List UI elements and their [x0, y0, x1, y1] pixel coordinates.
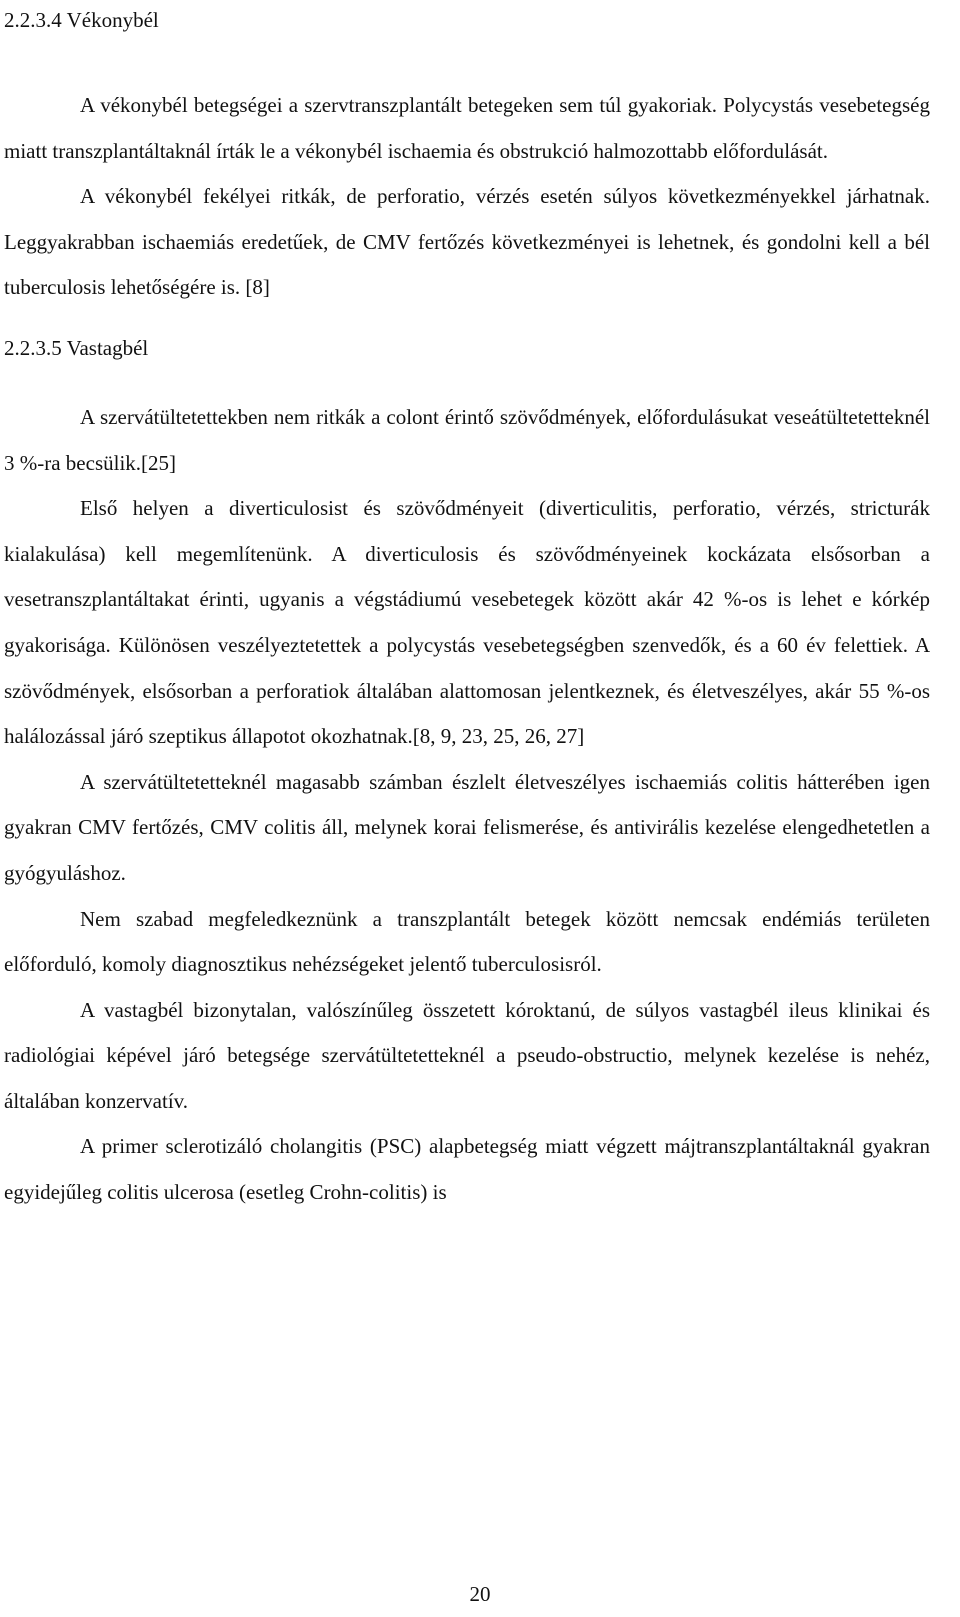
section-heading-vekonybel: 2.2.3.4 Vékonybél — [4, 8, 159, 32]
paragraph: A primer sclerotizáló cholangitis (PSC) alapbetegség miatt végzett májtranszplantáltaknál gyakran egyidejűleg colitis ulcerosa (esetleg Crohn-colitis) is — [4, 1134, 930, 1205]
paragraph: A szervátültetetteknél magasabb számban észlelt életveszélyes ischaemiás colitis hátterében igen gyakran CMV fertőzés, CMV colitis áll, melynek korai felismerése, és antivirális kezelése elengedhetetlen a gyógyuláshoz. — [4, 769, 930, 885]
paragraph: Nem szabad megfeledkeznünk a transzplantált betegek között nemcsak endémiás területen előforduló, komoly diagnosztikus nehézségeket jelentő tuberculosisról. — [4, 906, 930, 977]
paragraph: A vékonybél fekélyei ritkák, de perforatio, vérzés esetén súlyos következményekkel járhatnak. Leggyakrabban ischaemiás eredetűek, de CMV fertőzés következményei is lehetnek, és gondolni kell a bél tuberculosis lehetőségére is. [8] — [4, 184, 930, 300]
paragraph: A vastagbél bizonytalan, valószínűleg összetett kóroktanú, de súlyos vastagbél ileus klinikai és radiológiai képével járó betegsége szervátültetetteknél a pseudo-obstructio, melynek kezelése is nehéz, általában konzervatív. — [4, 997, 930, 1113]
paragraph: A szervátültetettekben nem ritkák a colont érintő szövődmények, előfordulásukat veseátültetetteknél 3 %-ra becsülik.[25] — [4, 404, 930, 475]
page-number: 20 — [469, 1582, 491, 1606]
paragraph: A vékonybél betegségei a szervtranszplantált betegeken sem túl gyakoriak. Polycystás vesebetegség miatt transzplantáltaknál írták le a vékonybél ischaemia és obstrukció halmozottabb előfordulását. — [4, 93, 930, 163]
page-content — [4, 0, 930, 1216]
paragraph: Első helyen a diverticulosist és szövődményeit (diverticulitis, perforatio, vérzés, stricturák kialakulása) kell megemlítenünk. A diverticulosis és szövődményeinek kockázata elsősorban a vesetranszplantáltakat érinti, ugyanis a végstádiumú vesebetegek között akár 42 %-os is lehet e kórkép gyakorisága. Különösen veszélyeztetettek a polycystás vesebetegségben szenvedők, és a 60 év felettiek. A szövődmények, elsősorban a perforatiok általában alattomosan jelentkeznek, és életveszélyes, akár 55 %-os halálozással járó szeptikus állapotot okozhatnak.[8, 9, 23, 25, 26, 27] — [4, 496, 930, 749]
section-heading-vastagbel: 2.2.3.5 Vastagbél — [4, 335, 149, 360]
